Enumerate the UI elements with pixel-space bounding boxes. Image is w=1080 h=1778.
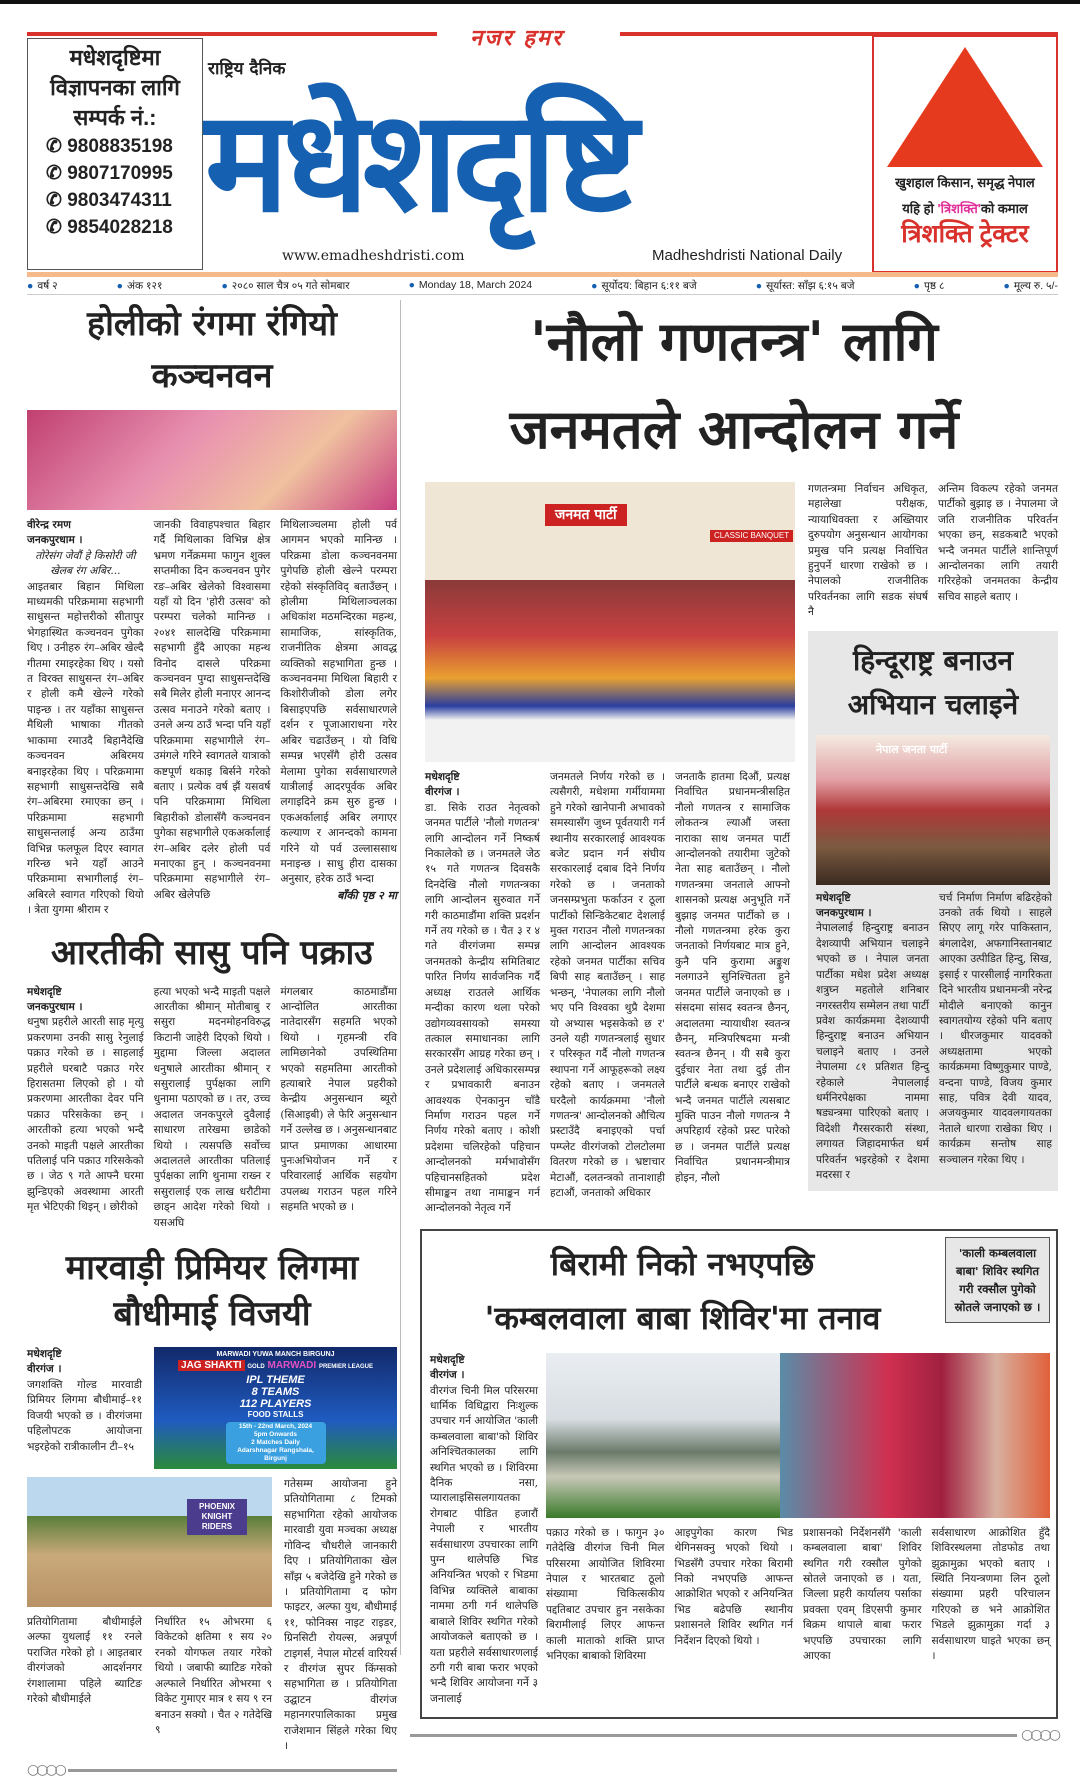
lead-article xyxy=(410,482,795,1217)
trishul-triangle-logo xyxy=(887,47,1043,167)
english-date: ● Monday 18, March 2024 xyxy=(409,279,533,294)
byline: मधेशदृष्टि xyxy=(27,985,62,998)
article-text: आइतबार बिहान मिथिला माध्यमकी परिक्रमामा सहभागी साधुसन्त महोत्तरीको सीतापुर भेगहास्थित कञ्चनवन पुगेका थिए । उनीहरु रंग–अबिर खेल्दै गीतमा रमाइरहेका थिए । यसो त विरक्त साधुसन्त रंग–अबिर र होली कमै खेल्ने गरेको पाइन्छ । तर यहाँका साधुसन्त मैथिली भाषाका गीतको भाकामा रमाउदै बिहानैदेखि कञ्चनवन अबिरमय बनाइरहेका थिए । परिक्रमामा सहभागी साधुसन्तदेखि सबै रंग–अबिरमा रमाएका छन् । परिक्रमामा सहभागी साधुसन्तलाई अन्य ठाउँमा विभिन्न फलफूल दिएर स्वागत गरिन्छ भने यहाँ आउने परिक्रमामा सभागीलाई रंग–अबिरले स्वागत गरिएको थियो । त्रेता युगमा श्रीराम र xyxy=(27,580,144,917)
footer-rule xyxy=(68,1769,397,1772)
sunrise: ● सूर्योदय: बिहान ६:११ बजे xyxy=(591,279,697,294)
advertising-contact-box xyxy=(27,38,203,270)
continued-link[interactable]: बाँकी पृष्ठ २ मा xyxy=(337,888,398,902)
dateline: वीरगंज । xyxy=(425,786,460,799)
holi-photo xyxy=(27,410,397,510)
article-text: चर्च निर्माण निर्माण बढिरहेको उनको तर्क थियो । साहले सिएए लागू गरेर पाकिस्तान, बंगलादेश, अफगानिस्तानबाट आएका उत्पीडित हिन्दु, सिख, इसाई र पारसीलाई नागरिकता दिने भारतीय प्रधानमन्त्री नरेन्द्र मोदीले बनाएको कानुन स्वागतयोग्य रहेको पनि बताए । धीरजकुमार यादवको अध्यक्षतामा भएको कार्यक्रममा विष्णुकुमार पाण्डे, वन्दना पाण्डे, विजय कुमार साह, पवित्र देवी यादव, अजयकुमार यादवलगायतका नेताले धारणा राखेका थिए । कार्यक्रम सन्तोष साह सञ्चालन गरेका थिए । xyxy=(939,891,1052,1166)
article-text: प्रशासनको निर्देशनसँगै 'काली कम्बलवाला बाबा' शिविर स्थगित गरी रक्सौल पुगेको स्रोतले जनाएको छ । यता, जिल्ला प्रहरी कार्यालय पर्साका प्रवक्ता एवम् डिएसपी कुमार बिक्रम थापाले बाबा फरार भएपछि उपचारका लागि आएका xyxy=(803,1526,922,1663)
article-text: मिथिलाञ्चलमा होली पर्व आगमन भएको मानिन्छ । परिक्रमा डोला कञ्चनवनमा पुगेपछि होली खेल्ने परम्परा रहेको संस्कृतिविद् बताउँछन् । होलीमा मिथिलाञ्चलका अधिकांश मठमन्दिरका महन्थ, सामाजिक, सांस्कृतिक, राजनीतिक क्षेत्रमा आवद्ध व्यक्तिको सहभागिता हुन्छ । कञ्चनवनमा मिथिला बिहारी र किशोरीजीको डोला लगेर बिसाइएपछि सर्वसाधारणले दर्शन र पूजाआराधना गरेर अबिर चढाउँछन् । यो विधि सम्पन्न भएसँगै होरी उत्सव मेलामा पुगेका सर्वसाधारणले यात्रीलाई आदरपूर्वक अबिर लगाइदिने क्रम सुरु हुन्छ । एकअर्कालाई अबिर लगाएर कल्याण र आनन्दको कामना गरिने यो पर्व उल्लाससाथ मनाइन्छ । साधु हीरा दासका अनुसार, हरेक ठाउँ भन्दा xyxy=(280,519,398,886)
issue-info-bar xyxy=(27,279,1058,295)
article-text: जनताकै हातमा दिऔं, प्रत्यक्ष निर्वाचित प्रधानमन्त्रीसहित नौलो गणतन्त्र र सामाजिक लोकतन्त्र ल्याऔं जस्ता नाराका साथ जनमत पार्टी आन्दोलनको तयारीमा जुटेको नेता साह बताउँछन् । नौलो गणतन्त्रमा जनताले आफ्नो शासनको प्रत्यक्ष अनुभूति गर्ने बुझाइ जनमत पार्टीको छ । नौलो गणतन्त्रमा हरेक कुरा जनताको निर्णयबाट मात्र हुने, कुनै पनि कुरामा अङ्कुश नलगाउने सुनिश्चितता हुने जनमत पार्टीले जनाएको छ । संसदमा सांसद स्वतन्त्र छैनन्, अदालतमा न्यायाधीश स्वतन्त्र छैनन्, मन्त्रिपरिषदमा मन्त्री स्वतन्त्र छैनन् । यी सबै कुरा दुईचार नेता तथा दुई तीन पार्टीले बन्धक बनाएर राखेको भन्दै जनमत पार्टीले त्यसबाट मुक्ति पाउन नौलो गणतन्त्र नै अपरिहार्य रहेको प्रस्ट पारेको छ । जनमत पार्टीले प्रत्यक्ष निर्वाचित प्रधानमन्त्रीमात्र होइन, नौलो xyxy=(675,771,790,1184)
phone-number: ✆ 9808835198 xyxy=(46,136,173,157)
issue-number: ● अंक १२१ xyxy=(117,279,163,294)
price: ● मूल्य रु. ५/- xyxy=(1004,279,1058,294)
article-text: पक्राउ गरेको छ । फागुन ३० गतेदेखि वीरगंज चिनी मिल परिसरमा आयोजित शिविरमा नेपाल र भारतबाट ठूलो संख्यामा चिकित्सकीय पद्दतिबाट उपचार हुन नसकेका बिरामीलाई लिएर आफन्त काली माताको शक्ति प्राप्त भनिएका बाबाको शिविरमा xyxy=(546,1526,665,1663)
marwadi-bottom-row xyxy=(27,1477,397,1754)
dateline: जनकपुरधाम । xyxy=(27,1000,83,1013)
article-text: अन्तिम विकल्प रहेको जनमत पार्टीको बुझाइ छ । नेपालमा जे जति राजनीतिक परिवर्तन भएका छन्, सडकबाटै भएको भन्दै जनमत पार्टीले शान्तिपूर्ण आन्दोलनका लागि तयारी गरिरहेको जनमतका केन्द्रीय सचिव साहले बताए । xyxy=(938,483,1058,603)
left-column xyxy=(27,298,397,1778)
article-text: जानकी विवाहपश्चात बिहार गर्दै मिथिलाका विभिन्न क्षेत्र भ्रमण गर्नेक्रममा फागुन शुक्ल सप्तमीका दिन कञ्चनवन पुगेर रङ–अबिर खेलेको विश्वासमा यहाँ यो दिन 'होरी उत्सव' को परम्परा चलेको मानिन्छ । २०४१ सालदेखि परिक्रमामा सहभागी हुँदै आएका महन्थ विनोद दासले परिक्रमा कञ्चनवन पुग्दा साधुसन्तदेखि सबै मिलेर होली मनाएर आनन्द उत्सव मनाउने गरेको बताए । उनले अन्य ठाउँ भन्दा पनि यहाँ परिक्रमामा सहभागीले रंग–उमंगले गरिने स्वागतले यात्राको कष्टपूर्ण थकाइ बिर्सने गरेको बताए । प्रत्येक वर्ष झैं यसवर्ष पनि परिक्रमामा मिथिला बिहारीको डोलासँगै कञ्चनवन पुगेका सहभागीले एकअर्कालाई रंग–अबिर दलेर होली पर्व मनाएका हुन् । कञ्चनवनमा परिक्रमामा सहभागीले रंग–अबिर खेलेपछि xyxy=(153,519,271,901)
league-poster: MARWADI YUWA MANCH BIRGUNJ JAG SHAKTI GOLD MARWADI PREMIER LEAGUE IPL THEME 8 TEAMS 112 PLAYERS FOOD STALLS 15th - 22nd March, 2024 5pm Onwards 2 Matches Daily Adarshnagar Rangshala, Birgunj xyxy=(154,1347,397,1469)
ad-brand: त्रिशक्ति ट्रेक्टर xyxy=(901,220,1029,248)
phone-icon: ✆ xyxy=(46,136,68,157)
banner-text: नेपाल जनता पार्टी xyxy=(876,742,948,756)
nepali-date: ● २०८० साल चैत्र ०५ गते सोमबार xyxy=(221,279,349,294)
patients-photo xyxy=(780,1353,1050,1518)
article-text: प्रतियोगितामा बौधीमाईले अल्फा युथलाई ११ रनले पराजित गरेको हो । आइतबार वीरगंजको आदर्शनगर रंगशालामा पहिले ब्याटिङ गरेको बौधीमाईले xyxy=(27,1616,142,1706)
article-text: आइपुगेका कारण भिड थेगिनसक्नु भएको थियो । भिडसँगै उपचार गरेका बिरामी निको नभएपछि आफन्त आक्रोशित भएको र अनियन्त्रित भिड बढेपछि स्थानीय प्रशासनले शिविर स्थगित गर्न निर्देशन दिएको थियो । xyxy=(674,1526,793,1647)
article-text: गणतन्त्रमा निर्वाचन अधिकृत, महालेखा परीक्षक, न्यायाधिवक्ता र अख्तियार दुरुपयोग अनुसन्धान आयोगका प्रमुख पनि प्रत्यक्ष निर्वाचित हुनुपर्ने धारणा राखेको छ । नेपालको राजनीतिक परिवर्तनका लागि सडक संघर्ष नै xyxy=(808,483,928,619)
byline: मधेशदृष्टि xyxy=(816,891,851,904)
byline: वीरेन्द्र रमण xyxy=(27,519,71,531)
holi-article xyxy=(27,518,397,919)
ad-slogan: यहि हो 'त्रिशक्ति'को कमाल xyxy=(902,201,1028,216)
dateline: वीरगंज । xyxy=(430,1369,465,1382)
kambalwala-header xyxy=(430,1237,1050,1345)
lead-headline: 'नौलो गणतन्त्र' लागि जनमतले आन्दोलन गर्ने xyxy=(509,310,959,461)
phone-icon: ✆ xyxy=(46,217,68,238)
article-text: मंगलबार काठमाडौंमा आन्दोलित आरतीका नातेदारसँग सहमति भएको थियो । गृहमन्त्री रवि लामिछानेको उपस्थितिमा भएको सहमतिमा आरतीको हत्याबारे नेपाल प्रहरीको केन्द्रीय अनुसन्धान ब्यूरो (सिआइबी) ले फेरि अनुसन्धान गर्ने उल्लेख छ । अनुसन्धानबाट प्राप्त प्रमाणका आधारमा पुनःअभियोजन गर्ने र परिवारलाई आर्थिक सहयोग उपलब्ध गराउन पहल गरिने सहमति भएको छ । xyxy=(280,985,398,1214)
verse: खेलब रंग अबिर... xyxy=(50,565,121,578)
article-text: जगशक्ति गोल्ड मारवाडी प्रिमियर लिगमा बौधीमाई–११ विजयी भएको छ । वीरगंजमा पहिलोपटक आयोजना भइरहेको रात्रीकालीन टी–१५ xyxy=(27,1378,142,1453)
byline: मधेशदृष्टि xyxy=(430,1353,465,1366)
phone-number: ✆ 9854028218 xyxy=(46,217,173,238)
crowd-photo xyxy=(546,1353,780,1518)
article-text: हत्या भएको भन्दै माइती पक्षले आरतीका श्रीमान् मोतीबाबु र ससुरा मदनमोहनविरुद्ध किटानी जाहेरी दिएको थियो । मुद्दामा जिल्ला अदालत धनुषाले आरतीका श्रीमान् र ससुरालाई पुर्पक्षका लागि धुनामा पठाएको छ । तर, उच्च अदालत जनकपुरले दुवैलाई साधारण तारेखमा छाडेको थियो । त्यसपछि सर्वोच्च अदालतले आरतीका पतिलाई पुर्पक्षका लागि थुनामा राख्न र ससुरालाई एक लाख धरौटीमा छाड्न आदेश गरेको थियो । यसअघि xyxy=(153,985,271,1229)
website-link[interactable]: www.emadheshdristi.com xyxy=(282,248,465,264)
phone-number: ✆ 9803474311 xyxy=(46,190,172,211)
jsp-meeting-photo xyxy=(425,482,795,762)
phone-number: ✆ 9807170995 xyxy=(46,163,173,184)
paper-type: राष्ट्रिय दैनिक xyxy=(208,59,286,79)
tractor-advertisement xyxy=(872,35,1058,273)
newspaper-logo: मधेशदृष्टि xyxy=(205,83,633,240)
byline: मधेशदृष्टि xyxy=(425,771,460,783)
article-text: वीरगंज चिनी मिल परिसरमा धार्मिक विधिद्वारा निःशुल्क उपचार गर्न आयोजित 'काली कम्बलवाला बाबा'को शिविर अनिश्चितकालका लागि स्थगित भएको छ । शिविरमा दैनिक नसा, प्यारालाइसिसलगायतका रोगबाट पीडित हजारौं नेपाली र भारतीय सर्वसाधारण उपचारका लागि पुग्न थालेपछि भिड अनियन्त्रित भएको र भिडमा विभिन्न व्यक्तिले बाबाका नाममा ठगी गर्न थालेपछि बाबाले शिविर स्थगित गरेको आयोजकले बताएको छ । यता प्रहरीले सर्वसाधारणलाई ठगी गरी बाबा फरार भएको भन्दै शिविर आयोजना गर्ने ३ जनालाई xyxy=(430,1384,538,1705)
phone-icon: ✆ xyxy=(46,190,68,211)
article-text: नेपाललाई हिन्दुराष्ट्र बनाउन देशव्यापी अभियान चलाइने भएको छ । नेपाल जनता पार्टीका मधेश प्रदेश अध्यक्ष शत्रुघ्न महतोले शनिबार नगरस्तरीय सम्मेलन तथा पार्टी प्रवेश कार्यक्रममा देशव्यापी हिन्दुराष्ट्र बनाउन अभियान चलाइने बताए । उनले नेपालमा ८१ प्रतिशत हिन्दु रहेकाले नेपाललाई धर्मनिरपेक्षका नाममा षड्यन्त्रमा पारिएको बताए । विदेशी गैरसरकारी संस्था, लगायत जिहादमार्फत धर्म परिवर्तन भइरहेको र देशमा मदरसा र xyxy=(816,922,929,1181)
aarati-headline: आरतीकी सासु पनि पक्राउ xyxy=(51,932,373,973)
english-name: Madheshdristi National Daily xyxy=(652,247,843,264)
kambalwala-body xyxy=(430,1353,1050,1707)
dateline: जनकपुरधाम । xyxy=(816,907,872,920)
ad-line: सम्पर्क नं.: xyxy=(73,105,157,130)
hindurashtra-headline: हिन्दूराष्ट्र बनाउन अभियान चलाइने xyxy=(847,643,1019,721)
right-column xyxy=(808,482,1058,1217)
ad-slogan: खुशहाल किसान, समृद्ध नेपाल xyxy=(895,175,1035,190)
marwadi-intro xyxy=(27,1347,142,1469)
footer-rule xyxy=(410,1734,1017,1737)
byline: मधेशदृष्टि xyxy=(27,1348,62,1361)
article-text: जनमतले निर्णय गरेको छ । त्यसैगरी, मधेशमा गर्मीयाममा हुने गरेको खानेपानी अभावको समस्यासँग जुध्न पूर्वतयारी गर्न स्थानीय सरकारलाई आवश्यक बजेट प्रदान गर्न संघीय सरकारलाई दबाब दिने निर्णय गरेको छ । जनताको जनसम्प्रभुता फर्काउन र ठूला पार्टीको सिन्डिकेटबाट देशलाई मुक्त गराउन नौलो गणतन्त्रका लागि आन्दोलन आवश्यक रहेको जनमत पार्टीका सचिव बिपी साह बताउँछन् । साह भन्छन्, 'नेपालका लागि नौलो भए पनि विश्वका थुप्रै देशमा यो अभ्यास भइसकेको छ र' उनले यही गणतन्त्रलाई सुधार र परिस्कृत गर्दै नौलो गणतन्त्र स्थापना गर्ने आफूहरूको लक्ष्य रहेको बताए । जनमतले घरदैलो कार्यक्रममा 'नौलो गणतन्त्र' आन्दोलनको औचित्य प्रस्टाउँदै बनाइएको पर्चा पम्प्लेट वीरगंजको टोलटोलमा वितरण गरेको छ । भ्रष्टाचार मेटाऔं, दलतन्त्रको तानाशाही हटाऔं, जनताको अधिकार xyxy=(550,771,665,1199)
kambalwala-article-box xyxy=(420,1229,1058,1719)
footer xyxy=(410,1727,1058,1743)
njp-meeting-photo xyxy=(816,735,1050,885)
article-text: धनुषा प्रहरीले आरती साह मृत्यु प्रकरणमा उनकी सासु रेनुलाई पक्राउ गरेको छ । साहलाई प्रहरीले घरबाटै पक्राउ गरेर हिरासतमा लिएको हो । यो प्रकरणमा आरतीका देवर पनि पक्राउ परिसकेका छन् । आरतीको हत्या भएको भन्दै उनको माइती पक्षले आरतीका पतिलाई पनि पक्राउ गरिसकेको छ । जेठ ९ गते आफ्नै घरमा झुन्डिएको अवस्थामा आरती मृत भेटिएकी थिइन् । छोरीको xyxy=(27,1016,144,1214)
holi-headline: होलीको रंगमा रंगियो कञ्चनवन xyxy=(87,304,337,396)
marwadi-top-row xyxy=(27,1347,397,1469)
footer-ornament: ○○○○ xyxy=(1021,1727,1058,1744)
volume: ● वर्ष २ xyxy=(27,279,58,294)
marwadi-headline: मारवाड़ी प्रिमियर लिगमा बौधीमाई विजयी xyxy=(65,1248,359,1335)
banner-text: जनमत पार्टी xyxy=(545,504,627,526)
masthead-rule xyxy=(27,32,437,36)
ad-line: विज्ञापनका लागि xyxy=(50,75,180,100)
banner-text: CLASSIC BANQUET xyxy=(710,530,793,542)
kambalwala-headline: बिरामी निको नभएपछि 'कम्बलवाला बाबा शिविर'मा तनाव xyxy=(484,1244,881,1337)
column-divider xyxy=(400,300,401,1655)
footer xyxy=(27,1762,397,1778)
article-text: निर्धारित १५ ओभरमा ६ विकेटको क्षतिमा १ सय २० रनको योगफल तयार गरेको थियो । जबाफी ब्याटिङ गरेको अल्फाले निर्धारित ओभरमा ९ विकेट गुमाएर मात्र १ सय ९ रन बनाउन सक्यो । चैत २ गतेदेखि ९ xyxy=(155,1616,273,1736)
article-text: डा. सिके राउत नेतृत्वको जनमत पार्टीले 'नौलो गणतन्त्र' लागि आन्दोलन गर्ने निष्कर्ष निकालेको छ । जनमतले जेठ १५ गते गणतन्त्र दिवसकै दिनदेखि नौलो गणतन्त्रका लागि आन्दोलन सुरुवात गर्ने गरी काठमाडौंमा शक्ति प्रदर्शन गर्ने तय गरेको छ । चैत ३ र ४ गते वीरगंजमा सम्पन्न जनमतको केन्द्रीय समितिबाट पारित निर्णय सार्वजनिक गर्दै अध्यक्ष राउतले आर्थिक मन्दीका कारण थला परेको उद्योगव्यवसायको समस्या तत्काल समाधानका लागि सरकारसँग आग्रह गरेका छन् । उनले प्रदेशलाई अधिकारसम्पन्न र प्रभावकारी बनाउन आवश्यक ऐनकानुन चाँडै निर्माण गराउन पहल गर्ने निर्णय गरेको बताए । कोशी प्रदेशमा चलिरहेको पहिचान आन्दोलनको मर्मभावोसँग पहिचानसहितको प्रदेश सीमाङ्कन तथा नामाङ्कन गर्न आन्दोलनको नेतृत्व गर्ने xyxy=(425,801,540,1215)
lead-article-right xyxy=(808,482,1058,621)
cricket-teams-photo xyxy=(27,1477,272,1607)
phone-icon: ✆ xyxy=(46,163,68,184)
lead-row xyxy=(410,482,1058,1217)
article-text: सर्वसाधारण आक्रोशित हुँदै शिविरस्थलमा तोडफोड तथा झुक्रामुक्रा भएको बताए । स्थिति नियन्त्रणमा लिन ठूलो संख्यामा प्रहरी परिचालन गरिएको छ भने आक्रोशित भिडले झुक्रामुक्रा गर्दा ३ सर्वसाधारण घाइते भएका छन् । xyxy=(931,1526,1050,1663)
masthead-tagline: नजर हमर xyxy=(470,25,564,51)
verse: तोरेसंग जेवौं हे किसोरी जी xyxy=(35,549,136,562)
ad-line: मधेशदृष्टिमा xyxy=(69,45,161,70)
pull-quote: 'काली कम्बलवाला बाबा' शिविर स्थगित गरी रक्सौल पुगेको स्रोतले जनाएको छ । xyxy=(945,1237,1050,1323)
team-sign: PHOENIX KNIGHT RIDERS xyxy=(187,1499,247,1535)
page-count: ● पृष्ठ ८ xyxy=(914,279,945,294)
top-border xyxy=(0,0,1080,4)
footer-ornament: ○○○○ xyxy=(27,1762,64,1778)
center-column xyxy=(410,298,1058,1743)
sunset: ● सूर्यास्त: साँझ ६:१५ बजे xyxy=(756,279,855,294)
hindurashtra-box xyxy=(808,631,1058,1192)
article-text: गतेसम्म आयोजना हुने प्रतियोगितामा ८ टिमको सहभागिता रहेको आयोजक मारवाडी युवा मञ्चका अध्यक्ष गोविन्द चौधरीले जानकारी दिए । प्रतियोगिताका खेल साँझ ५ बजेदेखि हुने गरेको छ । प्रतियोगितामा द फोग फाइटर, अल्फा युथ, बौधीमाई ११, फोनिक्स नाइट राइडर, ग्रिनसिटी रोयल्स, अन्नपूर्ण टाइगर्स, नेपाल मोटर्स वारियर्स र वीरगंज सुपर किंग्सको सहभागिता छ । प्रतियोगिता उद्घाटन वीरगंज महानगरपालिकाका प्रमुख राजेशमान सिंहले गरेका थिए । xyxy=(284,1478,397,1752)
aarati-article xyxy=(27,985,397,1232)
dateline: जनकपुरधाम । xyxy=(27,534,83,547)
dateline: वीरगंज । xyxy=(27,1363,62,1376)
info-rule xyxy=(27,272,1058,277)
